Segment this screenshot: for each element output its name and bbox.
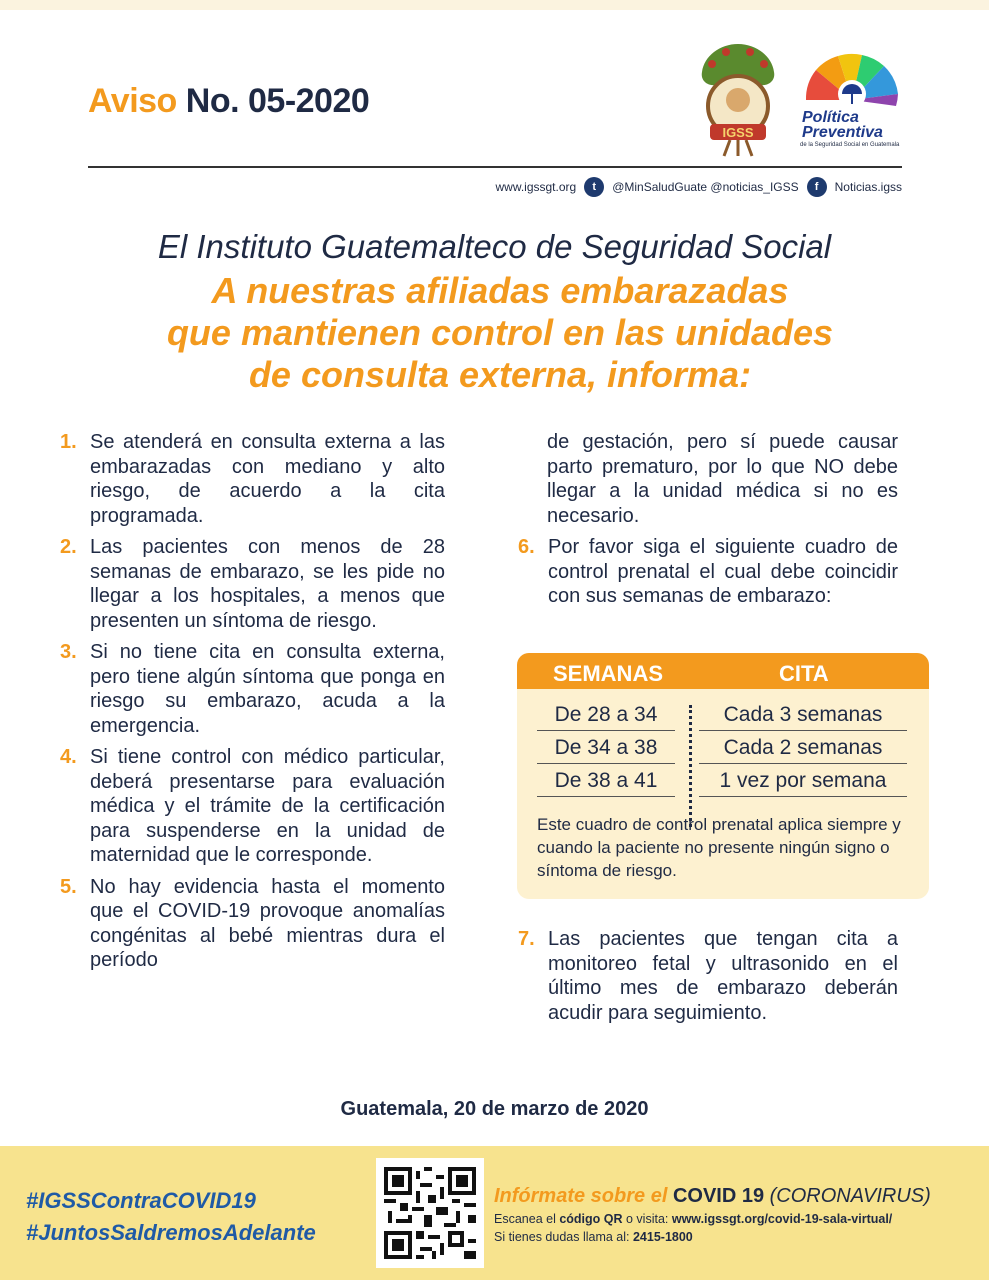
scan-instructions: Escanea el código QR o visita: www.igssgt.org/covid-19-sala-virtual/: [494, 1212, 893, 1226]
covid-info-heading: Infórmate sobre el COVID 19 (CORONAVIRUS): [494, 1185, 931, 1207]
phone-line: Si tienes dudas llama al: 2415-1800: [494, 1230, 693, 1244]
facebook-icon: f: [807, 177, 827, 197]
social-links: [440, 176, 902, 198]
pp-logo-subtitle: de la Seguridad Social en Guatemala: [800, 142, 900, 148]
header-cita: CITA: [779, 661, 829, 686]
aviso-word: Aviso: [88, 82, 177, 120]
facebook-handle[interactable]: Noticias.igss: [834, 180, 902, 194]
item-7: [518, 927, 898, 1032]
prenatal-schedule-table: SEMANAS CITA De 28 a 34 Cada 3 semanas De 34 a 38 Cada 2 semanas De 38 a 41 1 vez por semana Este cuadro de control prenatal aplica siempre y cuando la paciente no presente ningún signo o síntoma de riesgo.: [517, 653, 929, 899]
list-item: 4. Si tiene control con médico particular, deberá presentarse para evaluación médica y el trámite de la certificación para suspenderse en la unidad de maternidad que le corresponde.: [60, 746, 445, 866]
qr-code[interactable]: [376, 1158, 484, 1268]
table-header: [517, 653, 929, 689]
covid-url-link[interactable]: www.igssgt.org/covid-19-sala-virtual/: [671, 1212, 893, 1226]
top-strip: [0, 0, 989, 10]
main-heading: A nuestras afiliadas embarazadas que mantienen control en las unidades de consulta externa, informa:: [166, 270, 834, 395]
list-item: 5. No hay evidencia hasta el momento que el COVID-19 provoque anomalías congénitas al bebé mientras dura el período: [60, 875, 445, 971]
website-link[interactable]: www.igssgt.org: [495, 180, 577, 194]
pp-logo-title: Política Preventiva: [802, 109, 883, 141]
table-note: Este cuadro de control prenatal aplica siempre y cuando la paciente no presente ningún signo o síntoma de riesgo.: [537, 815, 901, 880]
aviso-number: No. 05-2020: [185, 82, 370, 120]
list-item: 6. Por favor siga el siguiente cuadro de control prenatal el cual debe coincidir con sus semanas de embarazo:: [518, 536, 898, 607]
list-item: 1. Se atenderá en consulta externa a las embarazadas con mediano y alto riesgo, de acuerdo a la cita programada.: [60, 431, 445, 527]
twitter-icon: t: [584, 177, 604, 197]
igss-logo: [690, 36, 786, 158]
list-item: 3. Si no tiene cita en consulta externa, pero tiene algún síntoma que ponga en riesgo su embarazo, acuda a la emergencia.: [60, 641, 445, 737]
twitter-handles[interactable]: @MinSaludGuate @noticias_IGSS: [612, 180, 799, 194]
date-line: Guatemala, 20 de marzo de 2020: [340, 1098, 649, 1120]
list-item: 7. Las pacientes que tengan cita a monitoreo fetal y ultrasonido en el último mes de embarazo deberán acudir para seguimiento.: [518, 928, 898, 1024]
svg-text:IGSS: IGSS: [722, 125, 754, 140]
column-separator: [689, 705, 692, 827]
item-5-continuation: de gestación, pero sí puede causar parto prematuro, por lo que NO debe llegar a la unidad médica si no es necesario.: [547, 431, 898, 527]
phone-number[interactable]: 2415-1800: [632, 1230, 693, 1244]
institution-title: El Instituto Guatemalteco de Seguridad Social: [157, 228, 832, 265]
header-divider: [88, 166, 902, 168]
right-column: [518, 430, 898, 616]
header-semanas: SEMANAS: [553, 661, 664, 686]
list-item: 2. Las pacientes con menos de 28 semanas de embarazo, se les pide no llegar a los hospitales, a menos que presenten un síntoma de riesgo.: [60, 536, 445, 632]
notice-number: [88, 82, 369, 121]
hashtag-juntos: #JuntosSaldremosAdelante: [26, 1220, 316, 1245]
hashtag-igss: #IGSSContraCOVID19: [26, 1188, 256, 1213]
left-column: [60, 430, 445, 980]
